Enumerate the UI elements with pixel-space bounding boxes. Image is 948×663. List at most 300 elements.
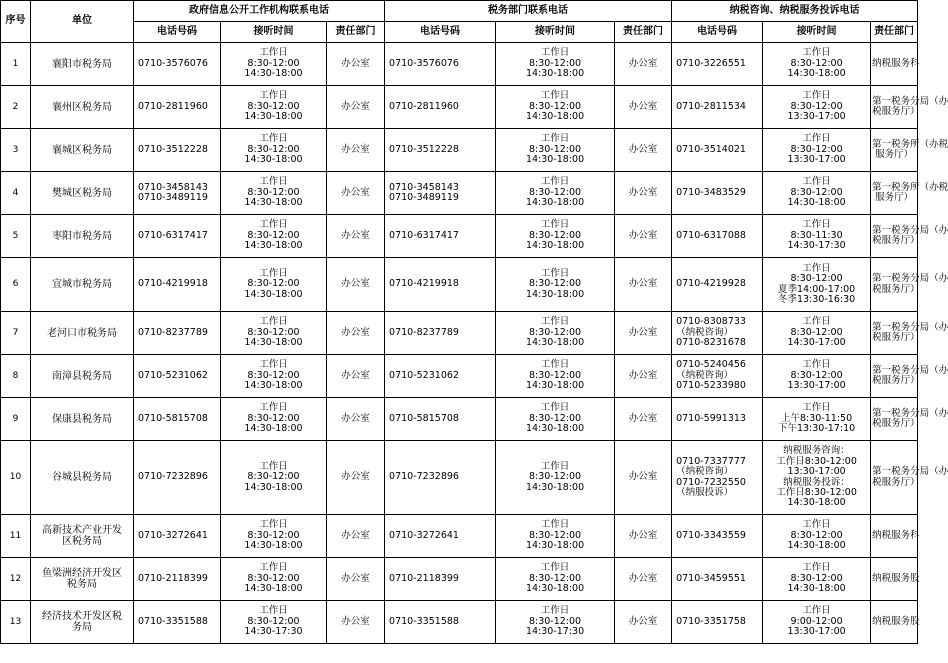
tax-phone-cell — [385, 398, 496, 441]
gov-hours-cell — [221, 441, 327, 515]
tax-hours-line: 工作日 — [540, 562, 570, 574]
svc-dept-cell — [871, 215, 948, 258]
gov-dept-cell — [327, 515, 385, 558]
svc-hours-line: 13:30-17:00 — [787, 380, 846, 392]
tax-hours-line: 14:30-18:00 — [525, 583, 585, 595]
gov-phone-line: 0710-3489119 — [138, 192, 208, 203]
tax-phone-cell — [385, 558, 496, 601]
tax-dept-cell — [615, 312, 672, 355]
gov-hours-line: 工作日 — [259, 47, 288, 59]
tax-dept-cell — [615, 258, 672, 312]
gov-dept-cell — [327, 258, 385, 312]
svc-dept-cell — [871, 172, 948, 215]
gov-phone-cell — [134, 43, 221, 86]
tax-hours-line: 14:30-18:00 — [525, 154, 585, 166]
unit-cell — [31, 355, 134, 398]
tax-hours-cell — [496, 558, 615, 601]
svc-dept-cell — [871, 558, 918, 601]
table-row — [1, 129, 918, 172]
svc-hours-line: 工作日8:30-12:00 — [776, 486, 857, 498]
tax-hours-line: 工作日 — [540, 133, 570, 145]
tax-dept-cell — [615, 398, 672, 441]
gov-hours-cell — [221, 355, 327, 398]
tax-dept-line: 办公室 — [628, 326, 658, 338]
gov-hours-line: 工作日 — [259, 402, 288, 414]
tax-dept-cell — [615, 515, 672, 558]
gov-hours-cell — [221, 129, 327, 172]
tax-dept-line: 办公室 — [628, 471, 658, 483]
svc-hours-line: 工作日 — [802, 316, 831, 328]
svc-hours-line: 13:30-17:00 — [787, 111, 846, 123]
svc-phone-line: 0710-5233980 — [676, 380, 746, 392]
tax-hours-line: 14:30-18:00 — [525, 540, 585, 552]
gov-hours-line: 14:30-18:00 — [244, 337, 303, 349]
tax-hours-line: 工作日 — [540, 176, 570, 188]
svc-dept-line: 税服务厅） — [872, 375, 920, 386]
svc-phone-line: （纳服投诉） — [676, 486, 734, 498]
svc-dept-line: 税服务厅） — [872, 106, 920, 117]
svc-dept-line: 第一税务所（办税 — [872, 138, 948, 150]
header-row-groups — [1, 1, 918, 22]
svc-hours-cell — [763, 312, 871, 355]
tax-hours-line: 8:30-12:00 — [528, 369, 582, 381]
svc-dept-cell — [871, 129, 948, 172]
svc-phone-line: 0710-6317088 — [676, 229, 746, 241]
tax-phone-line: 0710-3458143 — [389, 181, 459, 193]
unit-line: 襄城区税务局 — [52, 144, 112, 156]
seq-cell: 11 — [1, 515, 31, 558]
tax-hours-line: 工作日 — [540, 47, 570, 59]
tax-hours-cell — [496, 215, 615, 258]
gov-hours-line: 工作日 — [259, 519, 288, 531]
gov-dept-cell — [327, 558, 385, 601]
gov-phone-cell — [134, 601, 221, 644]
svc-hours-cell — [763, 172, 871, 215]
gov-phone-line: 0710-3576076 — [138, 57, 208, 69]
gov-hours-line: 8:30-12:00 — [247, 471, 300, 483]
unit-cell — [31, 515, 134, 558]
svc-hours-line: 冬季13:30-16:30 — [777, 293, 856, 305]
gov-dept-cell — [327, 355, 385, 398]
gov-dept-line: 办公室 — [341, 615, 370, 627]
tax-phone-cell — [385, 172, 496, 215]
table-row — [1, 515, 918, 558]
tax-hours-line: 14:30-17:30 — [525, 626, 585, 638]
gov-phone-cell — [134, 215, 221, 258]
table-row — [1, 43, 918, 86]
gov-phone-cell — [134, 515, 221, 558]
gov-hours-line: 8:30-12:00 — [247, 143, 300, 155]
header-svc-phone: 电话号码 — [672, 22, 763, 43]
gov-dept-cell — [327, 129, 385, 172]
gov-hours-cell — [221, 215, 327, 258]
svc-phone-line: 0710-5240456 — [676, 359, 746, 371]
seq-cell: 2 — [1, 86, 31, 129]
table-row — [1, 558, 918, 601]
header-unit: 单位 — [31, 1, 134, 43]
svc-dept-cell — [871, 601, 918, 644]
unit-line: 务局 — [72, 622, 92, 633]
seq-cell: 12 — [1, 558, 31, 601]
svc-phone-line: 0710-5991313 — [676, 412, 746, 424]
tax-dept-line: 办公室 — [628, 57, 658, 69]
seq-cell: 1 — [1, 43, 31, 86]
gov-hours-line: 8:30-12:00 — [247, 615, 300, 627]
svc-dept-line: 第一税务所（办税 — [872, 181, 948, 193]
svc-dept-line: 纳税服务科 — [872, 529, 920, 541]
gov-phone-line: 0710-8237789 — [138, 326, 208, 338]
header-group-service: 纳税咨询、纳税服务投诉电话 — [672, 1, 918, 22]
gov-phone-line: 0710-5231062 — [138, 369, 208, 381]
gov-hours-line: 14:30-17:30 — [244, 626, 303, 638]
svc-hours-line: 14:30-18:00 — [787, 68, 846, 80]
seq-cell: 13 — [1, 601, 31, 644]
svc-hours-line: 13:30-17:00 — [787, 626, 846, 638]
svc-hours-line: 14:30-18:00 — [787, 197, 846, 209]
tax-dept-cell — [615, 558, 672, 601]
tax-hours-line: 8:30-12:00 — [528, 143, 582, 155]
tax-hours-line: 8:30-12:00 — [528, 412, 582, 424]
gov-phone-cell — [134, 558, 221, 601]
svc-hours-line: 工作日 — [802, 359, 831, 371]
gov-dept-line: 办公室 — [341, 369, 370, 381]
tax-dept-line: 办公室 — [628, 100, 658, 112]
unit-cell — [31, 215, 134, 258]
table-body — [1, 43, 948, 644]
svc-hours-line: 8:30-11:30 — [790, 229, 843, 241]
unit-cell — [31, 172, 134, 215]
tax-dept-cell — [615, 215, 672, 258]
unit-line: 谷城县税务局 — [52, 472, 112, 483]
svc-phone-cell — [672, 43, 763, 86]
svc-hours-line: 8:30-12:00 — [790, 572, 843, 584]
gov-hours-cell — [221, 398, 327, 441]
unit-cell — [31, 601, 134, 644]
tax-hours-line: 14:30-18:00 — [525, 240, 585, 252]
svc-phone-cell — [672, 86, 763, 129]
tax-hours-cell — [496, 601, 615, 644]
unit-line: 樊城区税务局 — [52, 187, 112, 199]
gov-dept-cell — [327, 441, 385, 515]
unit-line: 保康县税务局 — [52, 413, 112, 425]
svc-dept-line: 纳税服务股 — [872, 615, 920, 627]
svc-phone-cell — [672, 601, 763, 644]
header-gov-hours: 接听时间 — [221, 22, 327, 43]
svc-hours-line: 工作日8:30-12:00 — [776, 455, 857, 467]
svc-dept-cell — [871, 515, 918, 558]
tax-dept-cell — [615, 172, 672, 215]
unit-cell — [31, 258, 134, 312]
tax-phone-cell — [385, 312, 496, 355]
svc-phone-cell — [672, 312, 763, 355]
gov-phone-line: 0710-4219918 — [138, 278, 208, 290]
svc-phone-cell — [672, 441, 763, 515]
unit-line: 宜城市税务局 — [52, 279, 112, 290]
tax-phone-cell — [385, 441, 496, 515]
svc-hours-line: 8:30-12:00 — [790, 143, 843, 155]
tax-hours-line: 14:30-18:00 — [525, 288, 585, 300]
unit-line: 南漳县税务局 — [52, 370, 112, 382]
svc-hours-line: 工作日 — [802, 219, 831, 231]
unit-line: 襄州区税务局 — [52, 101, 112, 113]
gov-phone-line: 0710-2118399 — [138, 572, 208, 584]
svc-phone-line: （纳税咨询） — [676, 466, 734, 478]
gov-hours-line: 14:30-18:00 — [244, 423, 303, 435]
svc-dept-line: 第一税务分局（办 — [872, 224, 948, 236]
tax-dept-line: 办公室 — [628, 186, 658, 198]
tax-phone-cell — [385, 129, 496, 172]
header-group-tax: 税务部门联系电话 — [385, 1, 672, 22]
unit-cell — [31, 441, 134, 515]
gov-hours-line: 14:30-18:00 — [244, 481, 303, 493]
tax-phone-cell — [385, 355, 496, 398]
svc-dept-line: 第一税务分局（办 — [872, 407, 948, 419]
gov-hours-line: 工作日 — [259, 359, 288, 371]
svc-hours-line: 14:30-18:00 — [787, 497, 846, 509]
table-row — [1, 312, 918, 355]
gov-hours-line: 工作日 — [259, 605, 288, 617]
svc-phone-line: 0710-3483529 — [676, 186, 746, 198]
seq-cell: 8 — [1, 355, 31, 398]
gov-dept-cell — [327, 601, 385, 644]
gov-hours-line: 14:30-18:00 — [244, 240, 303, 252]
gov-phone-cell — [134, 355, 221, 398]
svc-dept-line: 第一税务分局（办 — [872, 273, 948, 285]
svc-hours-line: 8:30-12:00 — [790, 186, 843, 198]
svc-phone-cell — [672, 355, 763, 398]
svc-hours-cell — [763, 558, 871, 601]
gov-dept-line: 办公室 — [341, 412, 370, 424]
svc-hours-cell — [763, 515, 871, 558]
tax-phone-line: 0710-3272641 — [389, 529, 459, 541]
gov-hours-line: 14:30-18:00 — [244, 68, 303, 80]
tax-phone-cell — [385, 258, 496, 312]
svc-hours-line: 9:00-12:00 — [790, 615, 843, 627]
unit-line: 高新技术产业开发 — [42, 525, 122, 536]
svc-hours-line: 8:30-12:00 — [790, 529, 843, 541]
seq-cell: 3 — [1, 129, 31, 172]
svc-phone-line: 0710-3343559 — [676, 529, 746, 541]
gov-phone-line: 0710-3458143 — [138, 181, 208, 193]
svc-hours-cell — [763, 398, 871, 441]
gov-phone-line: 0710-7232896 — [138, 471, 208, 483]
tax-hours-line: 工作日 — [540, 402, 570, 414]
unit-cell — [31, 398, 134, 441]
tax-hours-line: 14:30-18:00 — [525, 68, 585, 80]
gov-phone-line: 0710-3272641 — [138, 529, 208, 541]
gov-hours-line: 8:30-12:00 — [247, 229, 300, 241]
gov-dept-line: 办公室 — [341, 186, 370, 198]
svc-phone-cell — [672, 172, 763, 215]
svc-hours-line: 8:30-12:00 — [790, 326, 843, 338]
tax-dept-line: 办公室 — [628, 572, 658, 584]
gov-hours-line: 14:30-18:00 — [244, 154, 303, 166]
gov-hours-line: 14:30-18:00 — [244, 288, 303, 300]
gov-hours-cell — [221, 43, 327, 86]
table-row — [1, 86, 918, 129]
unit-line: 区税务局 — [62, 536, 102, 547]
tax-dept-cell — [615, 441, 672, 515]
tax-hours-line: 8:30-12:00 — [528, 471, 582, 483]
svc-hours-line: 工作日 — [802, 176, 831, 188]
svc-phone-cell — [672, 398, 763, 441]
gov-phone-cell — [134, 258, 221, 312]
svc-dept-line: 服务厅） — [875, 192, 914, 203]
tax-phone-line: 0710-5231062 — [389, 369, 459, 381]
tax-phone-line: 0710-6317417 — [389, 229, 459, 241]
svc-phone-line: 0710-4219928 — [676, 278, 746, 290]
svc-hours-line: 8:30-12:00 — [790, 57, 843, 69]
svc-hours-cell — [763, 86, 871, 129]
svc-hours-line: 8:30-12:00 — [790, 273, 843, 285]
tax-hours-cell — [496, 398, 615, 441]
svc-hours-line: 14:30-18:00 — [787, 583, 846, 595]
unit-line: 襄阳市税务局 — [52, 58, 112, 70]
svc-hours-cell — [763, 129, 871, 172]
svc-dept-cell — [871, 355, 948, 398]
tax-phone-line: 0710-7232896 — [389, 471, 459, 483]
svc-hours-line: 工作日 — [802, 562, 831, 574]
svc-dept-line: 税服务厅） — [872, 332, 920, 343]
seq-cell: 7 — [1, 312, 31, 355]
gov-phone-cell — [134, 398, 221, 441]
svc-dept-line: 第一税务分局（办 — [872, 466, 948, 478]
svc-phone-line: 0710-3226551 — [676, 57, 746, 69]
unit-line: 老河口市税务局 — [47, 327, 117, 339]
gov-hours-line: 工作日 — [259, 267, 288, 279]
tax-hours-line: 14:30-18:00 — [525, 197, 585, 209]
gov-hours-cell — [221, 601, 327, 644]
svc-dept-cell — [871, 43, 918, 86]
gov-hours-line: 工作日 — [259, 460, 288, 472]
gov-hours-line: 8:30-12:00 — [247, 412, 300, 424]
svc-phone-line: 0710-8231678 — [676, 337, 746, 349]
svc-phone-cell — [672, 258, 763, 312]
svc-dept-cell — [871, 312, 948, 355]
svc-phone-line: 0710-3351758 — [676, 615, 746, 627]
gov-phone-cell — [134, 441, 221, 515]
svc-hours-line: 工作日 — [802, 47, 831, 59]
svc-hours-line: 下午13:30-17:10 — [777, 423, 856, 435]
header-svc-dept: 责任部门 — [871, 22, 918, 43]
gov-hours-cell — [221, 86, 327, 129]
table-row — [1, 601, 918, 644]
tax-hours-cell — [496, 355, 615, 398]
tax-hours-line: 工作日 — [540, 219, 570, 231]
header-seq: 序号 — [1, 1, 31, 43]
svc-phone-line: （纳税咨询） — [676, 369, 734, 381]
gov-dept-cell — [327, 43, 385, 86]
svc-dept-cell — [871, 258, 948, 312]
tax-hours-line: 14:30-18:00 — [525, 380, 585, 392]
tax-hours-line: 工作日 — [540, 519, 570, 531]
table-row — [1, 215, 918, 258]
svc-phone-cell — [672, 215, 763, 258]
svc-hours-cell — [763, 601, 871, 644]
tax-dept-line: 办公室 — [628, 529, 658, 541]
tax-dept-cell — [615, 43, 672, 86]
svc-hours-line: 纳税服务咨询： — [783, 445, 850, 457]
tax-dept-line: 办公室 — [628, 412, 658, 424]
gov-hours-line: 8:30-12:00 — [247, 100, 300, 112]
tax-hours-cell — [496, 258, 615, 312]
svc-phone-cell — [672, 129, 763, 172]
tax-hours-line: 14:30-18:00 — [525, 481, 585, 493]
table-row — [1, 355, 918, 398]
gov-phone-cell — [134, 312, 221, 355]
tax-hours-line: 8:30-12:00 — [528, 529, 582, 541]
gov-hours-cell — [221, 172, 327, 215]
tax-hours-line: 14:30-18:00 — [525, 423, 585, 435]
gov-phone-line: 0710-6317417 — [138, 229, 208, 241]
unit-line: 税务局 — [67, 579, 97, 590]
svc-dept-line: 第一税务分局（办 — [872, 95, 948, 107]
unit-line: 经济技术开发区税 — [42, 611, 122, 622]
svc-phone-line: 0710-7337777 — [676, 455, 746, 467]
gov-hours-line: 工作日 — [259, 133, 288, 145]
gov-dept-cell — [327, 172, 385, 215]
header-row-columns — [1, 22, 918, 43]
gov-dept-line: 办公室 — [341, 326, 370, 338]
svc-hours-cell — [763, 258, 871, 312]
table-row — [1, 172, 918, 215]
unit-cell — [31, 558, 134, 601]
svc-dept-line: 税服务厅） — [872, 418, 920, 429]
tax-hours-line: 工作日 — [540, 316, 570, 328]
gov-dept-line: 办公室 — [341, 471, 370, 483]
gov-hours-line: 14:30-18:00 — [244, 111, 303, 123]
gov-hours-line: 工作日 — [259, 562, 288, 574]
tax-phone-line: 0710-3351588 — [389, 615, 459, 627]
gov-phone-cell — [134, 172, 221, 215]
unit-line: 枣阳市税务局 — [52, 230, 112, 242]
svc-phone-line: 0710-3459551 — [676, 572, 746, 584]
tax-hours-line: 工作日 — [540, 267, 570, 279]
unit-cell — [31, 43, 134, 86]
gov-dept-line: 办公室 — [341, 572, 370, 584]
tax-phone-line: 0710-5815708 — [389, 412, 459, 424]
gov-dept-line: 办公室 — [341, 57, 370, 69]
header-tax-phone: 电话号码 — [385, 22, 496, 43]
gov-hours-line: 8:30-12:00 — [247, 529, 300, 541]
gov-hours-line: 14:30-18:00 — [244, 540, 303, 552]
svc-phone-line: 0710-8308733 — [676, 316, 746, 328]
svc-phone-line: 0710-3514021 — [676, 143, 746, 155]
svc-dept-line: 第一税务分局（办 — [872, 364, 948, 376]
tax-hours-cell — [496, 43, 615, 86]
tax-phone-cell — [385, 86, 496, 129]
gov-hours-line: 8:30-12:00 — [247, 369, 300, 381]
tax-hours-line: 8:30-12:00 — [528, 100, 582, 112]
seq-cell: 4 — [1, 172, 31, 215]
gov-hours-line: 8:30-12:00 — [247, 326, 300, 338]
tax-hours-cell — [496, 86, 615, 129]
svc-hours-line: 工作日 — [802, 605, 831, 617]
gov-hours-cell — [221, 258, 327, 312]
gov-hours-line: 14:30-18:00 — [244, 197, 303, 209]
seq-cell: 9 — [1, 398, 31, 441]
svc-hours-line: 夏季14:00-17:00 — [777, 283, 856, 295]
table-row — [1, 398, 918, 441]
svc-hours-cell — [763, 355, 871, 398]
header-gov-dept: 责任部门 — [327, 22, 385, 43]
tax-phone-cell — [385, 43, 496, 86]
svc-dept-line: 税服务厅） — [872, 235, 920, 246]
gov-dept-line: 办公室 — [341, 278, 370, 290]
tax-hours-cell — [496, 172, 615, 215]
header-svc-hours: 接听时间 — [763, 22, 871, 43]
gov-dept-cell — [327, 86, 385, 129]
